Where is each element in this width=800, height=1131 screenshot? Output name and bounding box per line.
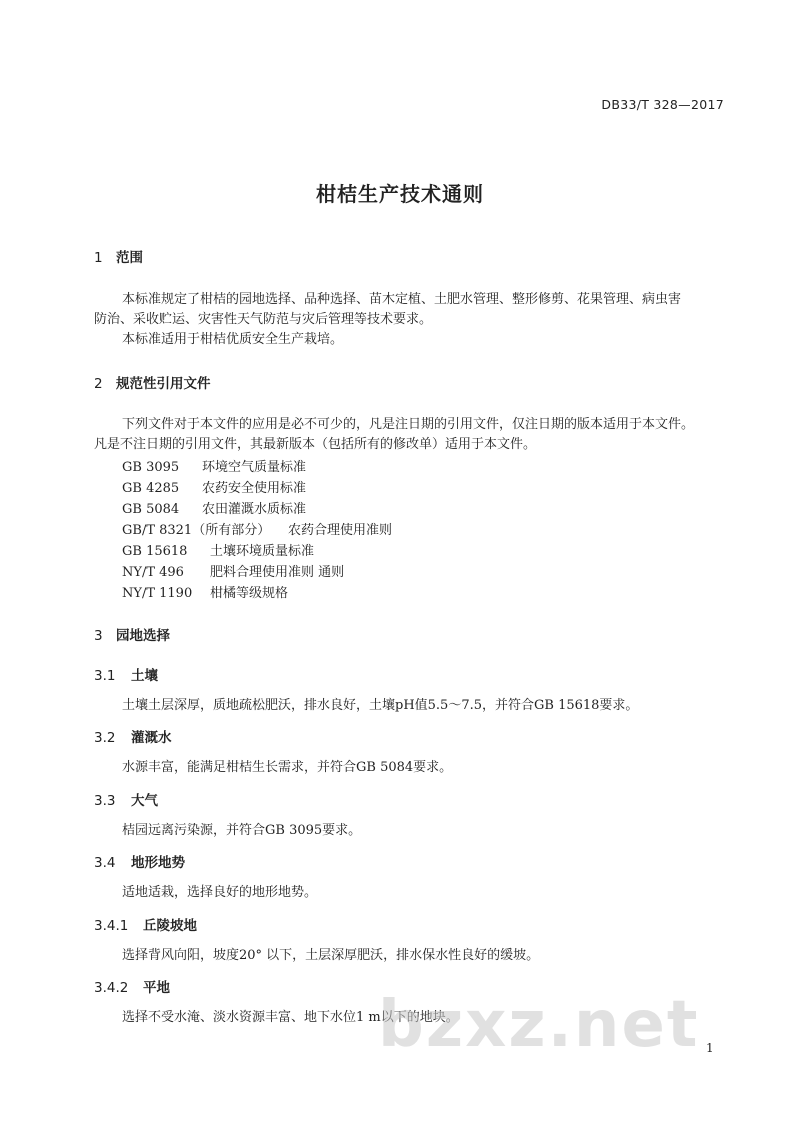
reference-name: 肥料合理使用准则 通则	[210, 565, 345, 580]
paragraph: 凡是不注日期的引用文件，其最新版本（包括所有的修改单）适用于本文件。	[94, 437, 537, 452]
reference-code: GB/T 8321（所有部分）	[122, 523, 271, 538]
paragraph: 本标准规定了柑桔的园地选择、品种选择、苗木定植、土肥水管理、整形修剪、花果管理、病虫害	[122, 292, 682, 307]
paragraph: 桔园远离污染源，并符合GB 3095要求。	[122, 823, 362, 838]
document-code: DB33/T 328—2017	[601, 97, 724, 112]
subsection-3-1-heading	[94, 664, 158, 684]
subsection-3-4-heading	[94, 851, 185, 871]
paragraph: 下列文件对于本文件的应用是必不可少的，凡是注日期的引用文件，仅注日期的版本适用于本文件。	[122, 417, 695, 432]
paragraph: 选择不受水淹、淡水资源丰富、地下水位1 m以下的地块。	[122, 1010, 459, 1025]
section-1-heading	[94, 246, 143, 266]
subsection-title: 丘陵坡地	[143, 918, 197, 934]
reference-name: 农药合理使用准则	[288, 523, 393, 538]
section-number: 1	[94, 250, 103, 266]
subsection-number: 3.4.1	[94, 918, 129, 934]
reference-name: 环境空气质量标准	[202, 460, 307, 475]
section-3-heading	[94, 624, 170, 644]
subsection-3-4-2-heading	[94, 976, 170, 996]
reference-name: 农药安全使用标准	[202, 481, 307, 496]
reference-item	[122, 498, 306, 517]
paragraph: 选择背风向阳，坡度20° 以下，土层深厚肥沃，排水保水性良好的缓坡。	[122, 948, 540, 963]
paragraph: 本标准适用于柑桔优质安全生产栽培。	[122, 332, 344, 347]
reference-item	[122, 582, 288, 601]
subsection-number: 3.3	[94, 793, 116, 809]
subsection-3-2-heading	[94, 726, 172, 746]
subsection-title: 土壤	[131, 668, 158, 684]
section-title: 园地选择	[116, 628, 170, 644]
reference-name: 农田灌溉水质标准	[202, 502, 307, 517]
section-2-heading	[94, 372, 211, 392]
paragraph: 水源丰富，能满足柑桔生长需求，并符合GB 5084要求。	[122, 760, 453, 775]
reference-name: 柑橘等级规格	[210, 586, 289, 601]
reference-name: 土壤环境质量标准	[210, 544, 315, 559]
subsection-number: 3.4.2	[94, 980, 129, 996]
subsection-number: 3.2	[94, 730, 116, 746]
page-number: 1	[706, 1041, 714, 1055]
paragraph: 适地适栽，选择良好的地形地势。	[122, 885, 318, 900]
reference-code: GB 5084	[122, 502, 180, 517]
reference-code: NY/T 496	[122, 565, 184, 580]
paragraph: 土壤土层深厚，质地疏松肥沃，排水良好，土壤pH值5.5～7.5，并符合GB 15618要求。	[122, 698, 639, 713]
reference-code: GB 4285	[122, 481, 180, 496]
reference-item	[122, 477, 306, 496]
reference-code: NY/T 1190	[122, 586, 193, 601]
section-title: 范围	[116, 250, 143, 266]
subsection-3-4-1-heading	[94, 914, 197, 934]
subsection-title: 平地	[143, 980, 170, 996]
subsection-number: 3.4	[94, 855, 116, 871]
subsection-number: 3.1	[94, 668, 116, 684]
subsection-3-3-heading	[94, 789, 158, 809]
reference-code: GB 15618	[122, 544, 188, 559]
subsection-title: 灌溉水	[131, 730, 172, 746]
section-number: 2	[94, 376, 103, 392]
section-title: 规范性引用文件	[116, 376, 211, 392]
watermark: bzxz.net	[378, 988, 700, 1062]
reference-item	[122, 519, 392, 538]
reference-item	[122, 561, 344, 580]
document-title: 柑桔生产技术通则	[316, 182, 484, 206]
subsection-title: 大气	[131, 793, 158, 809]
subsection-title: 地形地势	[131, 855, 185, 871]
section-number: 3	[94, 628, 103, 644]
reference-code: GB 3095	[122, 460, 180, 475]
paragraph: 防治、采收贮运、灾害性天气防范与灾后管理等技术要求。	[94, 312, 433, 327]
reference-item	[122, 540, 314, 559]
reference-item	[122, 456, 306, 475]
